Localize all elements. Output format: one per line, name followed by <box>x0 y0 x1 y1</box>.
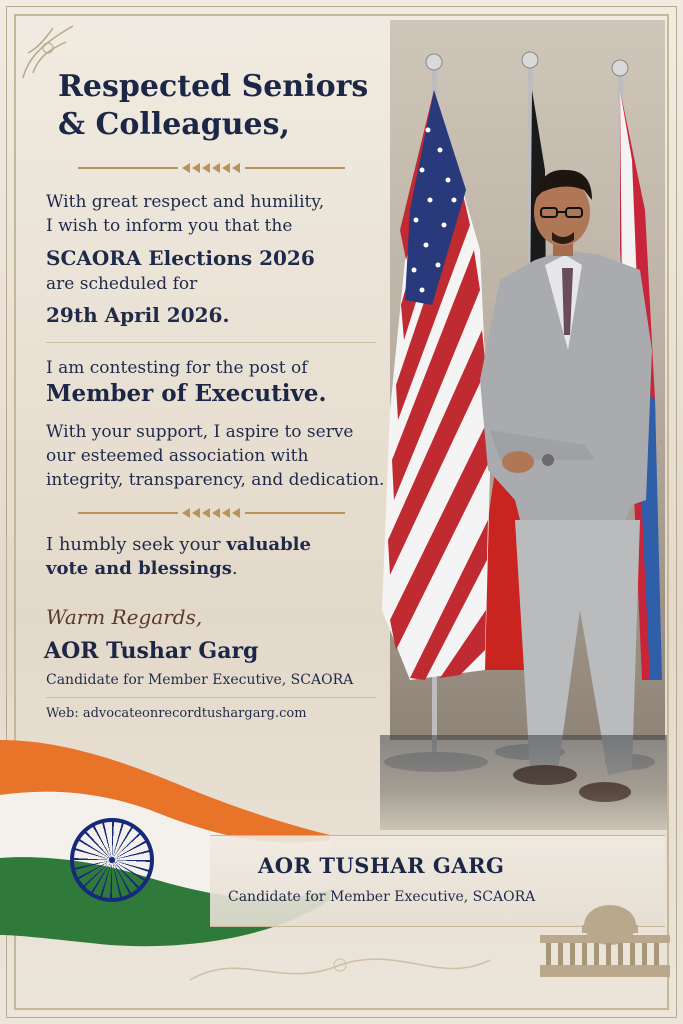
divider-line-left-1 <box>78 167 178 169</box>
support-block <box>46 420 384 492</box>
greeting-line-2: & Colleagues, <box>58 107 290 142</box>
appeal-prefix: I humbly seek your <box>46 534 227 555</box>
divider-ornament-2 <box>180 506 242 520</box>
warm-regards: Warm Regards, <box>46 605 203 629</box>
support-line-2: our esteemed association with <box>46 446 309 466</box>
support-line-3: integrity, transparency, and dedication. <box>46 470 385 490</box>
footer-name: AOR TUSHAR GARG <box>258 853 505 878</box>
bottom-ornament <box>180 940 500 1000</box>
appeal-line-1 <box>46 533 311 557</box>
divider-line-left-2 <box>78 512 178 514</box>
footer-role: Candidate for Member Executive, SCAORA <box>228 889 536 905</box>
divider-line-right-1 <box>245 167 345 169</box>
elections-title: SCAORA Elections 2026 <box>46 246 315 270</box>
election-date <box>46 303 229 327</box>
thin-divider-1 <box>46 342 376 343</box>
floor <box>380 735 667 830</box>
divider-line-right-2 <box>245 512 345 514</box>
greeting-heading <box>58 68 368 144</box>
flags-and-candidate-illustration <box>370 50 670 820</box>
support-line-1: With your support, I aspire to serve <box>46 422 354 442</box>
election-date-period: . <box>222 303 230 327</box>
appeal-bold-2: vote and blessings <box>46 558 232 579</box>
intro-line-2: I wish to inform you that the <box>46 216 293 236</box>
website-link[interactable]: Web: advocateonrecordtushargarg.com <box>46 706 307 721</box>
contest-post: Member of Executive. <box>46 380 327 407</box>
appeal-line-2 <box>46 557 311 581</box>
election-date-value: 29th April 2026 <box>46 303 223 327</box>
appeal-bold-1: valuable <box>226 534 311 555</box>
thin-divider-2 <box>46 697 376 698</box>
pole-finial-left <box>426 54 442 70</box>
intro-block <box>46 190 324 238</box>
intro-line-1: With great respect and humility, <box>46 192 325 212</box>
greeting-line-1: Respected Seniors <box>58 69 369 104</box>
signoff-name: AOR Tushar Garg <box>44 638 259 664</box>
supreme-court-building-icon <box>520 895 670 985</box>
appeal-suffix: . <box>231 558 238 579</box>
appeal-block <box>46 533 311 581</box>
signoff-role: Candidate for Member Executive, SCAORA <box>46 672 354 688</box>
pole-finial-right <box>612 60 628 76</box>
ashoka-chakra-icon <box>70 818 154 902</box>
scheduled-text: are scheduled for <box>46 274 198 294</box>
divider-ornament-1 <box>180 161 242 175</box>
contest-line: I am contesting for the post of <box>46 358 308 378</box>
pole-finial-middle <box>522 52 538 68</box>
